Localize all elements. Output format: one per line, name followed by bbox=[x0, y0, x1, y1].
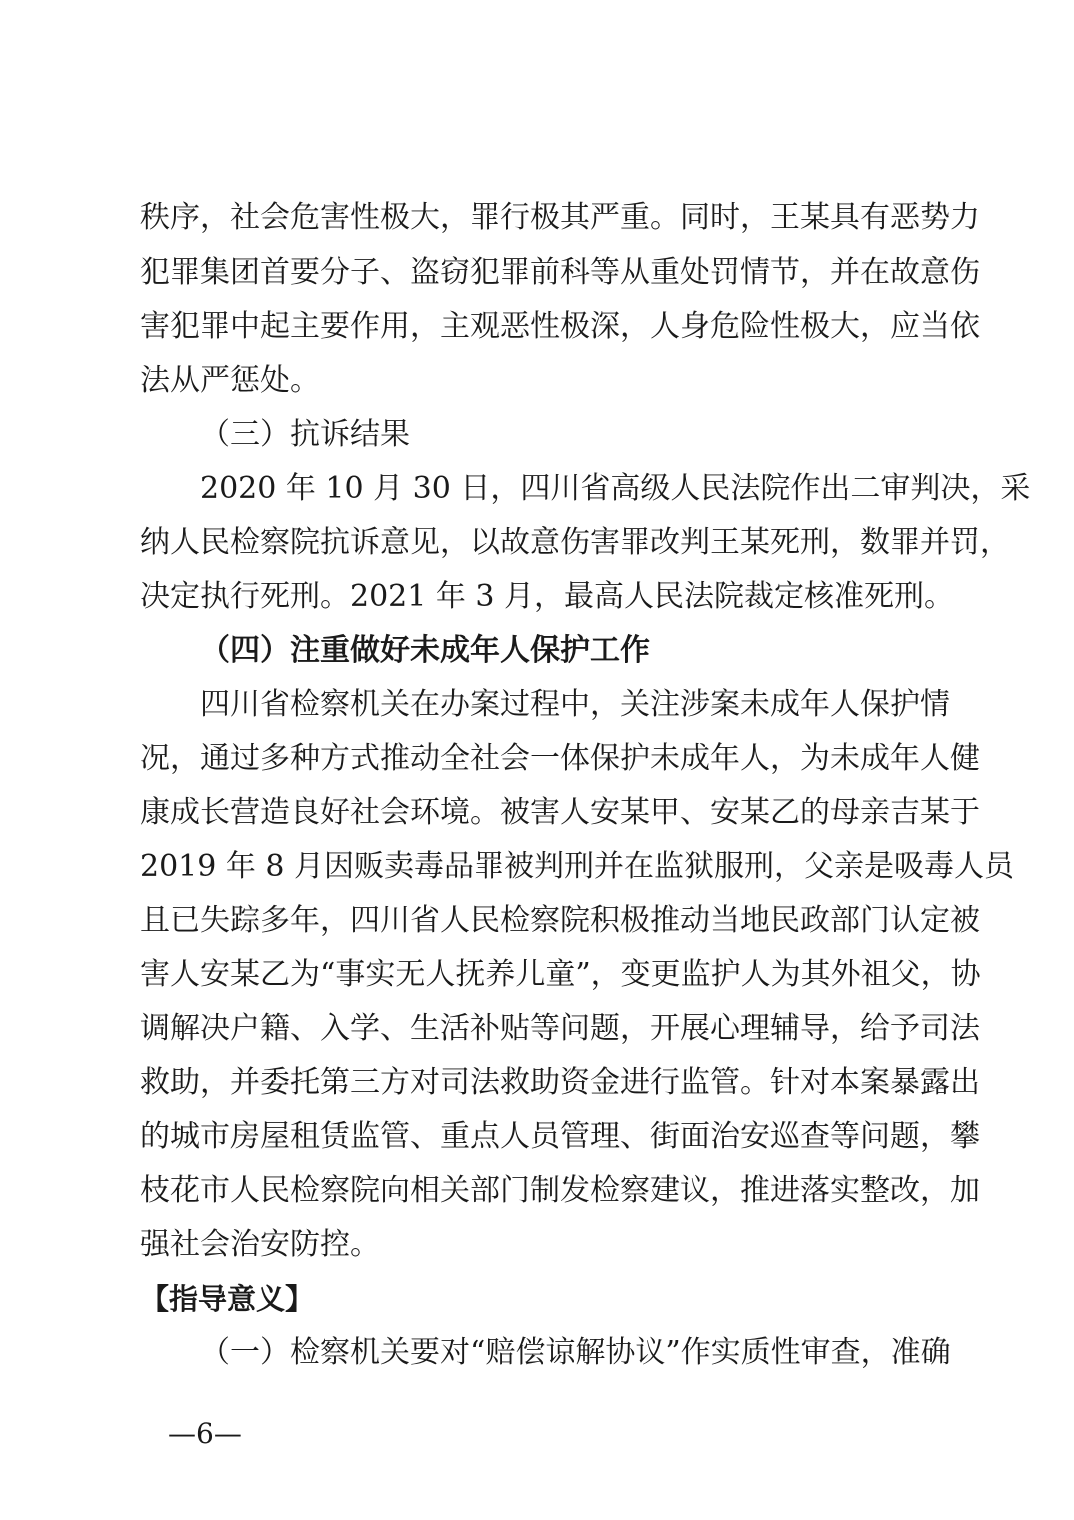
paragraph-line: 四川省检察机关在办案过程中，关注涉案未成年人保护情 bbox=[200, 687, 950, 722]
paragraph-line: 调解决户籍、入学、生活补贴等问题，开展心理辅导，给予司法 bbox=[140, 1011, 980, 1046]
section-heading: （四）注重做好未成年人保护工作 bbox=[200, 633, 650, 668]
paragraph-line: 法从严惩处。 bbox=[140, 363, 320, 398]
paragraph-line: 2019 年 8 月因贩卖毒品罪被判刑并在监狱服刑，父亲是吸毒人员 bbox=[140, 849, 1015, 884]
paragraph-line: 况，通过多种方式推动全社会一体保护未成年人，为未成年人健 bbox=[140, 741, 980, 776]
page-number: —6— bbox=[168, 1417, 242, 1450]
paragraph-line: 2020 年 10 月 30 日，四川省高级人民法院作出二审判决，采 bbox=[200, 471, 1031, 506]
paragraph-line: 康成长营造良好社会环境。被害人安某甲、安某乙的母亲吉某于 bbox=[140, 795, 980, 830]
paragraph-line: 决定执行死刑。2021 年 3 月，最高人民法院裁定核准死刑。 bbox=[140, 579, 955, 614]
section-heading: （三）抗诉结果 bbox=[200, 417, 410, 452]
paragraph-line: 强社会治安防控。 bbox=[140, 1227, 380, 1262]
section-title: 【指导意义】 bbox=[140, 1282, 315, 1316]
paragraph-line: 犯罪集团首要分子、盗窃犯罪前科等从重处罚情节，并在故意伤 bbox=[140, 255, 980, 290]
paragraph-line: 枝花市人民检察院向相关部门制发检察建议，推进落实整改，加 bbox=[140, 1173, 980, 1208]
paragraph-line: 救助，并委托第三方对司法救助资金进行监管。针对本案暴露出 bbox=[140, 1065, 980, 1100]
paragraph-line: 纳人民检察院抗诉意见，以故意伤害罪改判王某死刑，数罪并罚， bbox=[140, 525, 1010, 560]
paragraph-line: 秩序，社会危害性极大，罪行极其严重。同时，王某具有恶势力 bbox=[140, 200, 980, 235]
paragraph-line: 且已失踪多年，四川省人民检察院积极推动当地民政部门认定被 bbox=[140, 903, 980, 938]
paragraph-line: 的城市房屋租赁监管、重点人员管理、街面治安巡查等问题，攀 bbox=[140, 1119, 980, 1154]
paragraph-line: 害犯罪中起主要作用，主观恶性极深，人身危险性极大，应当依 bbox=[140, 309, 980, 344]
paragraph-line: 害人安某乙为“事实无人抚养儿童”，变更监护人为其外祖父，协 bbox=[140, 957, 981, 992]
paragraph-line: （一）检察机关要对“赔偿谅解协议”作实质性审查，准确 bbox=[200, 1335, 951, 1370]
